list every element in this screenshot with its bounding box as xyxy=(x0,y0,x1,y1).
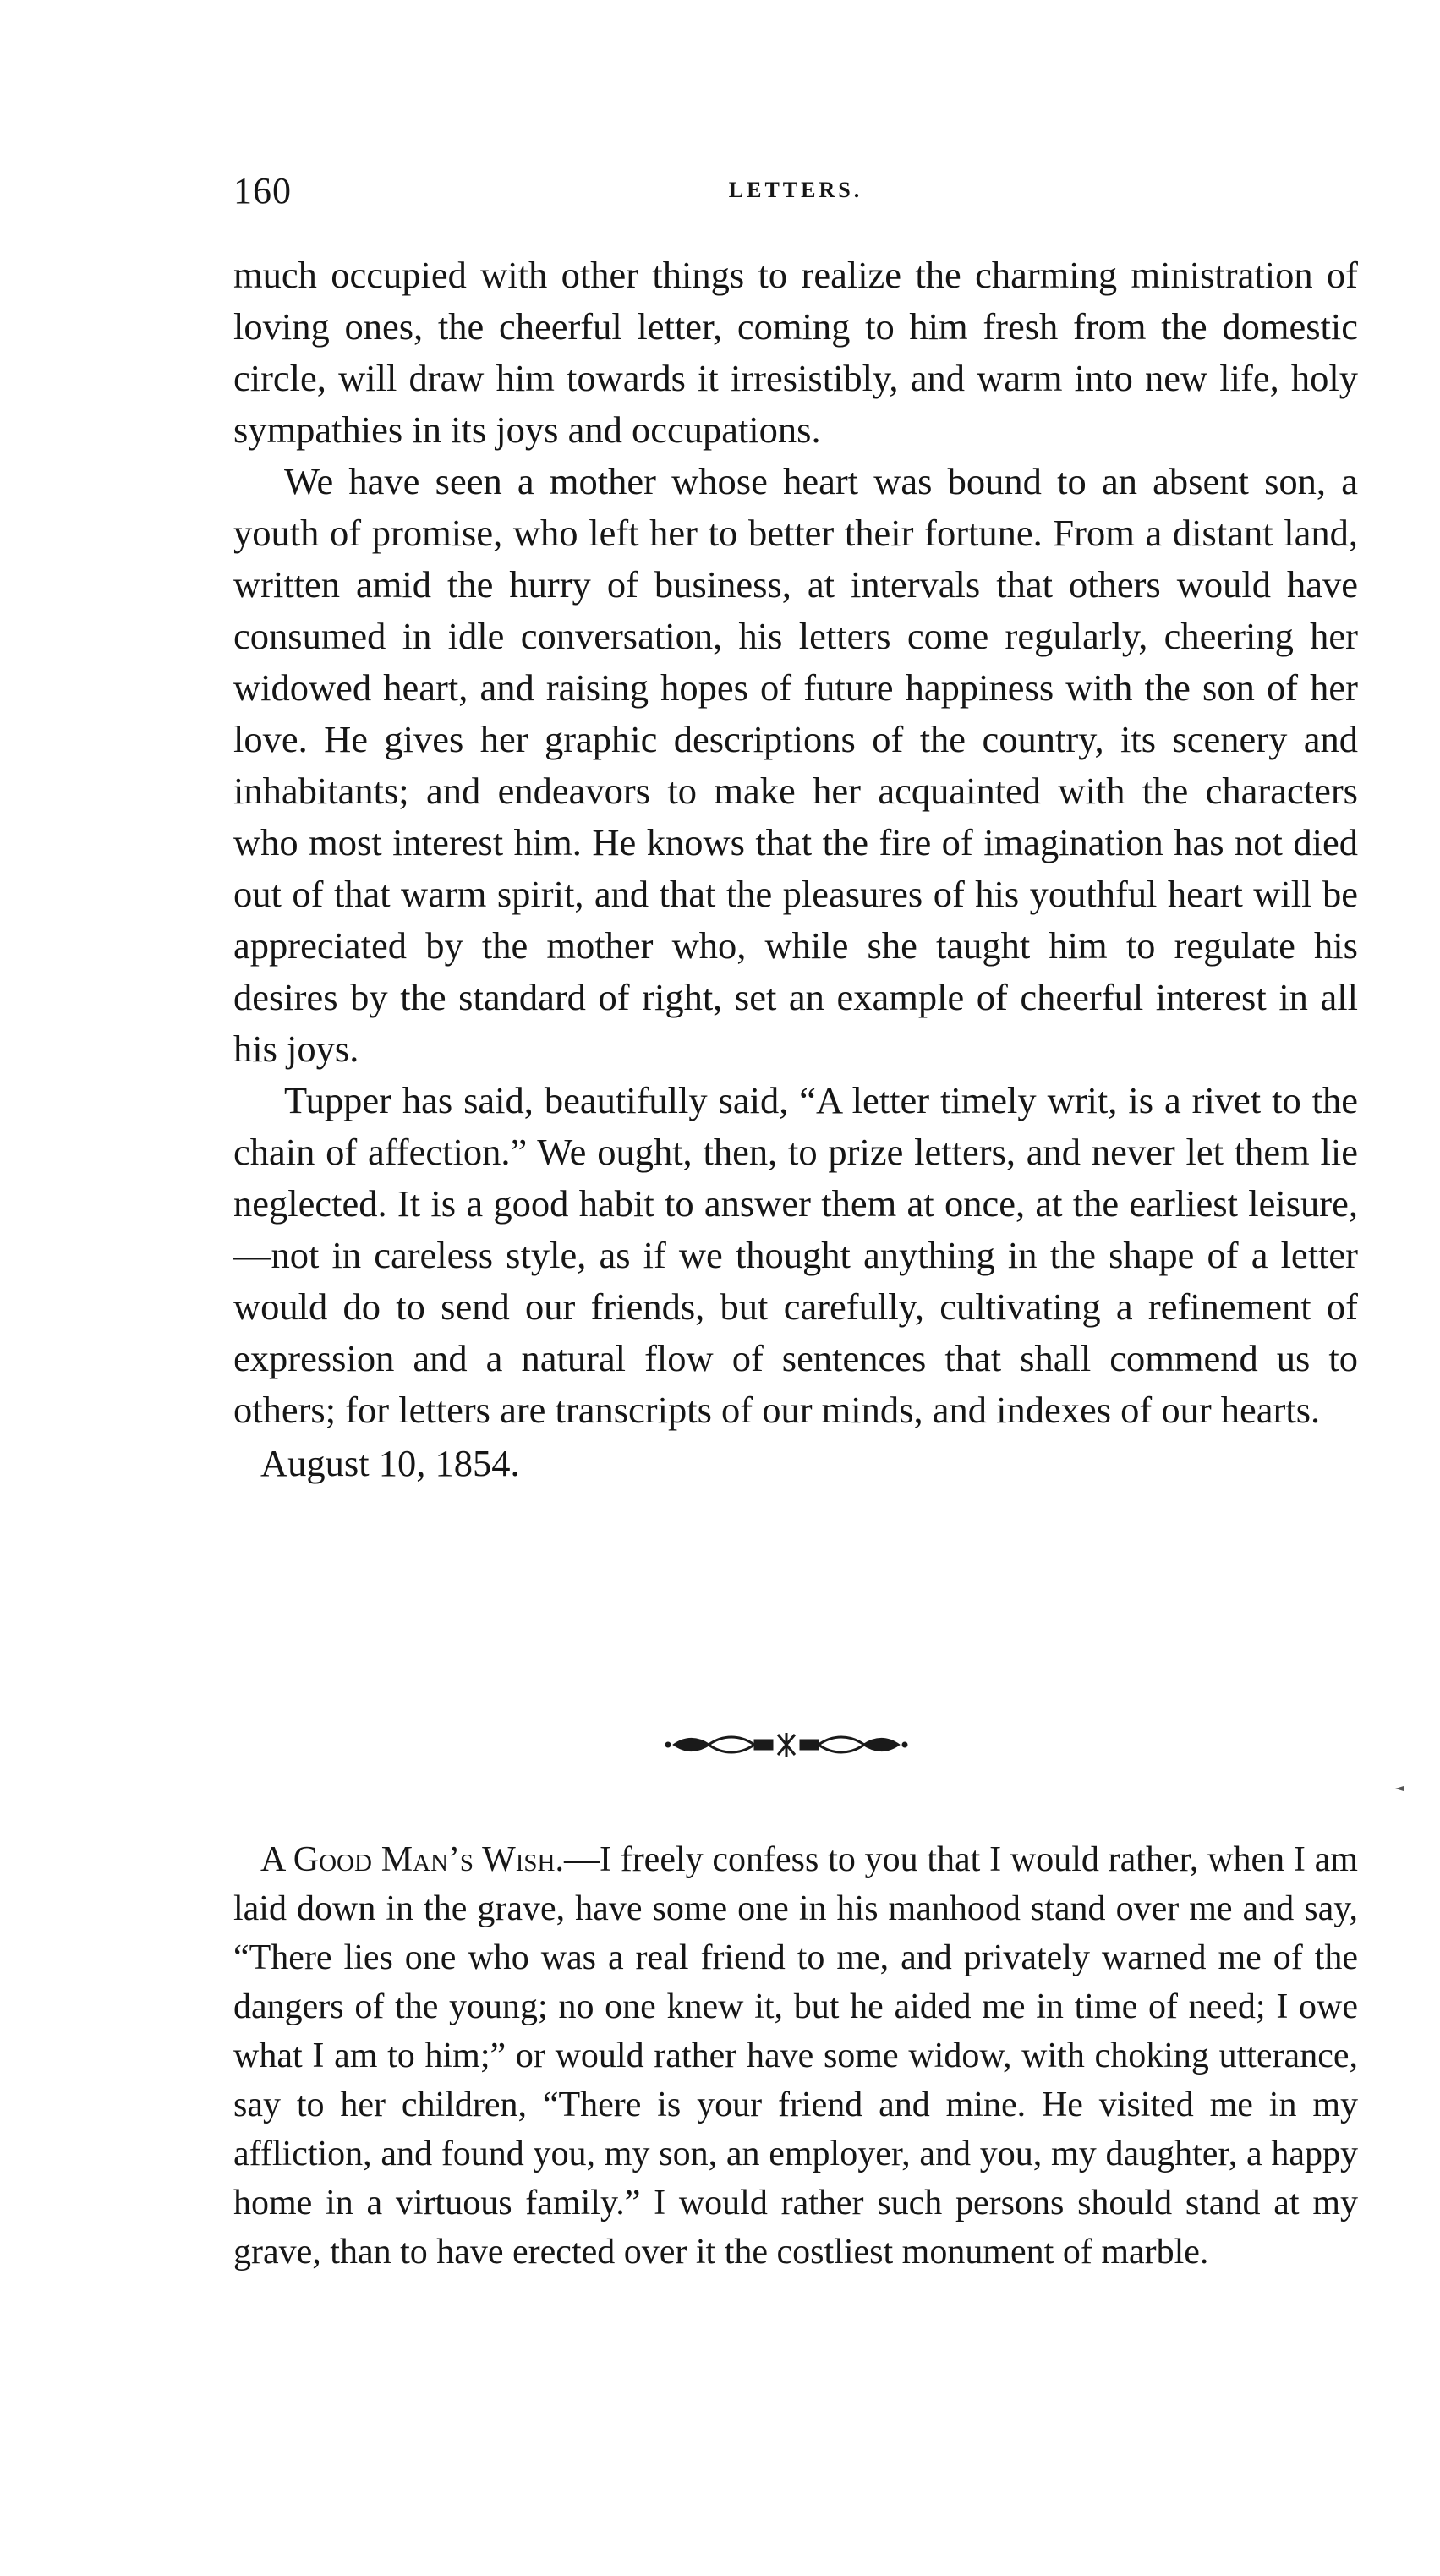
page-number: 160 xyxy=(233,170,292,211)
paragraph: much occupied with other things to realize the charming ministration of loving ones, the cheerful letter, coming to him fresh from the domestic circle, will draw him towards it irresistibly, and warm into new life, holy sympathies in its joys and occupations. xyxy=(233,254,1358,451)
paragraph: Tupper has said, beautifully said, “A letter timely writ, is a rivet to the chain of affection.” We ought, then, to prize letters, and never let them lie neglected. It is a good habit to answer them at once, at the earliest leisure,—not in careless style, as if we thought anything in the shape of a letter would do to send our friends, but carefully, cultivating a refinement of expression and a natural flow of sentences that shall commend us to others; for letters are transcripts of our minds, and indexes of our hearts. xyxy=(233,1079,1358,1431)
good-mans-wish-section xyxy=(233,1835,1358,2277)
anecdote-text: —I freely confess to you that I would rather, when I am laid down in the grave, have some one in his manhood stand over me and say, “There lies one who was a real friend to me, and privately warned me of the dangers of the young; no one knew it, but he aided me in time of need; I owe what I am to him;” or would rather have some widow, with choking utterance, say to her children, “There is your friend and mine. He visited me in my affliction, and found you, my son, an employer, and you, my daughter, a happy home in a virtuous family.” I would rather such persons should stand at my grave, than to have erected over it the costliest monument of marble. xyxy=(233,1840,1358,2272)
running-head: LETTERS. xyxy=(728,178,863,202)
paragraph: We have seen a mother whose heart was bound to an absent son, a youth of promise, who left her to better their fortune. From a distant land, written amid the hurry of business, at intervals that others would have consumed in idle conversation, his letters come regularly, cheering her widowed heart, and raising hopes of future happiness with the son of her love. He gives her graphic descriptions of the country, its scenery and inhabitants; and endeavors to make her acquainted with the characters who most interest him. He knows that the fire of imagination has not died out of that warm spirit, and that the pleasures of his youthful heart will be appreciated by the mother who, while she taught him to regulate his desires by the standard of right, set an example of cheerful interest in all his joys. xyxy=(233,460,1358,1070)
dateline: August 10, 1854. xyxy=(260,1442,520,1484)
anecdote-paragraph xyxy=(233,1835,1358,2277)
body-text xyxy=(233,249,1358,1489)
section-title: A Good Man’s Wish. xyxy=(260,1840,564,1879)
ornament-divider-icon xyxy=(660,1729,913,1760)
stray-mark xyxy=(1395,1786,1404,1791)
page-header xyxy=(233,169,1358,220)
